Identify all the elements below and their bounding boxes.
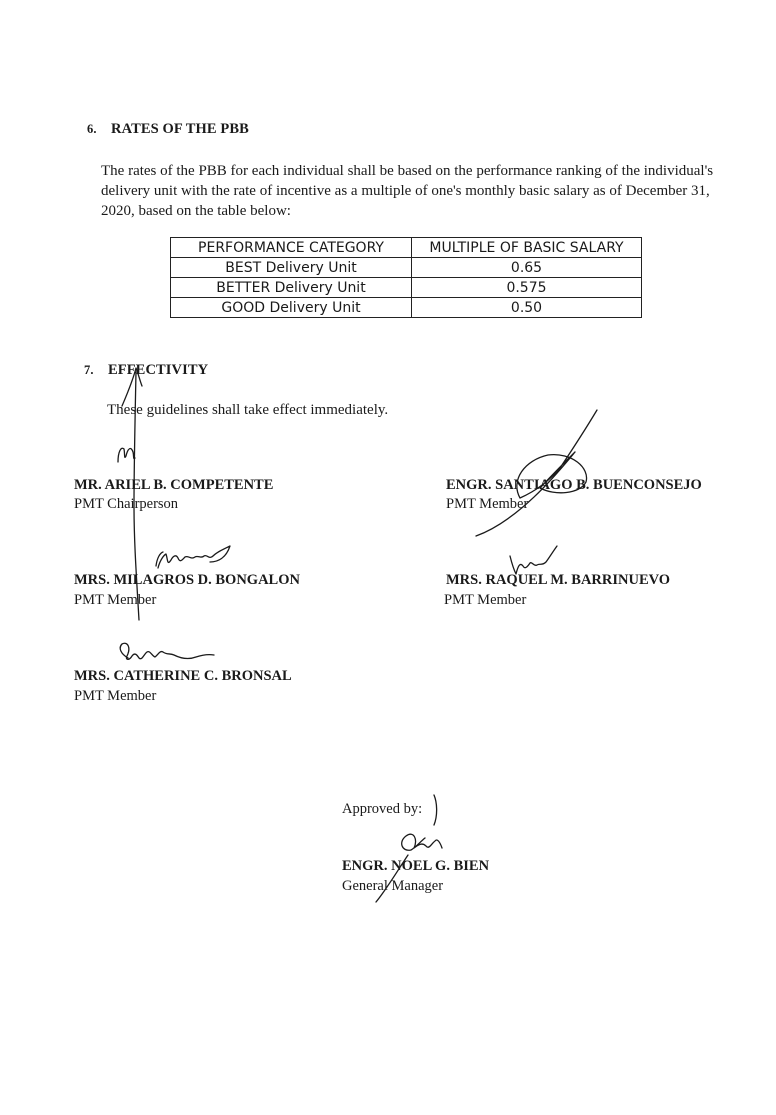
section-6-paragraph: The rates of the PBB for each individual shall be based on the performance ranking of the individual's delivery unit with the rate of incentive as a multiple of one's monthly basic salary as of December 31, 2020, based on the table below: xyxy=(101,163,714,219)
signature-barrinuevo xyxy=(510,546,557,574)
signatory-name-bueconsejo: ENGR. SANTIAGO B. BUENCONSEJO xyxy=(446,477,702,493)
signature-bien xyxy=(376,795,442,902)
table-cell-category: BEST Delivery Unit xyxy=(171,258,412,278)
signatory-role-bongalon: PMT Member xyxy=(74,592,157,608)
signatory-role-bronsal: PMT Member xyxy=(74,688,157,704)
signatory-role-bueconsejo: PMT Member xyxy=(446,496,529,512)
signatory-name-competente: MR. ARIEL B. COMPETENTE xyxy=(74,477,274,493)
section-6-title: RATES OF THE PBB xyxy=(111,121,249,137)
signature-bronsal xyxy=(120,643,214,659)
signature-bueconsejo xyxy=(476,410,597,536)
approver-role: General Manager xyxy=(342,878,444,894)
approver-name: ENGR. NOEL G. BIEN xyxy=(342,858,490,874)
table-cell-category: BETTER Delivery Unit xyxy=(171,278,412,298)
signatory-role-barrinuevo: PMT Member xyxy=(444,592,527,608)
signature-bongalon xyxy=(156,546,230,568)
signatory-name-bronsal: MRS. CATHERINE C. BRONSAL xyxy=(74,668,292,684)
signature-competente xyxy=(118,368,142,620)
table-cell-multiple: 0.65 xyxy=(412,258,642,278)
table-cell-category: GOOD Delivery Unit xyxy=(171,298,412,318)
section-6-number: 6. xyxy=(87,122,97,136)
section-7-number: 7. xyxy=(84,363,94,377)
signatory-role-competente: PMT Chairperson xyxy=(74,496,179,512)
signatory-name-barrinuevo: MRS. RAQUEL M. BARRINUEVO xyxy=(446,572,671,588)
signatory-name-bongalon: MRS. MILAGROS D. BONGALON xyxy=(74,572,300,588)
table-cell-multiple: 0.50 xyxy=(412,298,642,318)
table-cell-multiple: 0.575 xyxy=(412,278,642,298)
section-7-paragraph: These guidelines shall take effect immediately. xyxy=(107,402,389,418)
table-header-multiple-of-basic-salary: MULTIPLE OF BASIC SALARY xyxy=(412,238,642,258)
approved-by-label: Approved by: xyxy=(342,801,423,817)
table-header-performance-category: PERFORMANCE CATEGORY xyxy=(171,238,412,258)
section-7-title: EFFECTIVITY xyxy=(108,362,209,378)
